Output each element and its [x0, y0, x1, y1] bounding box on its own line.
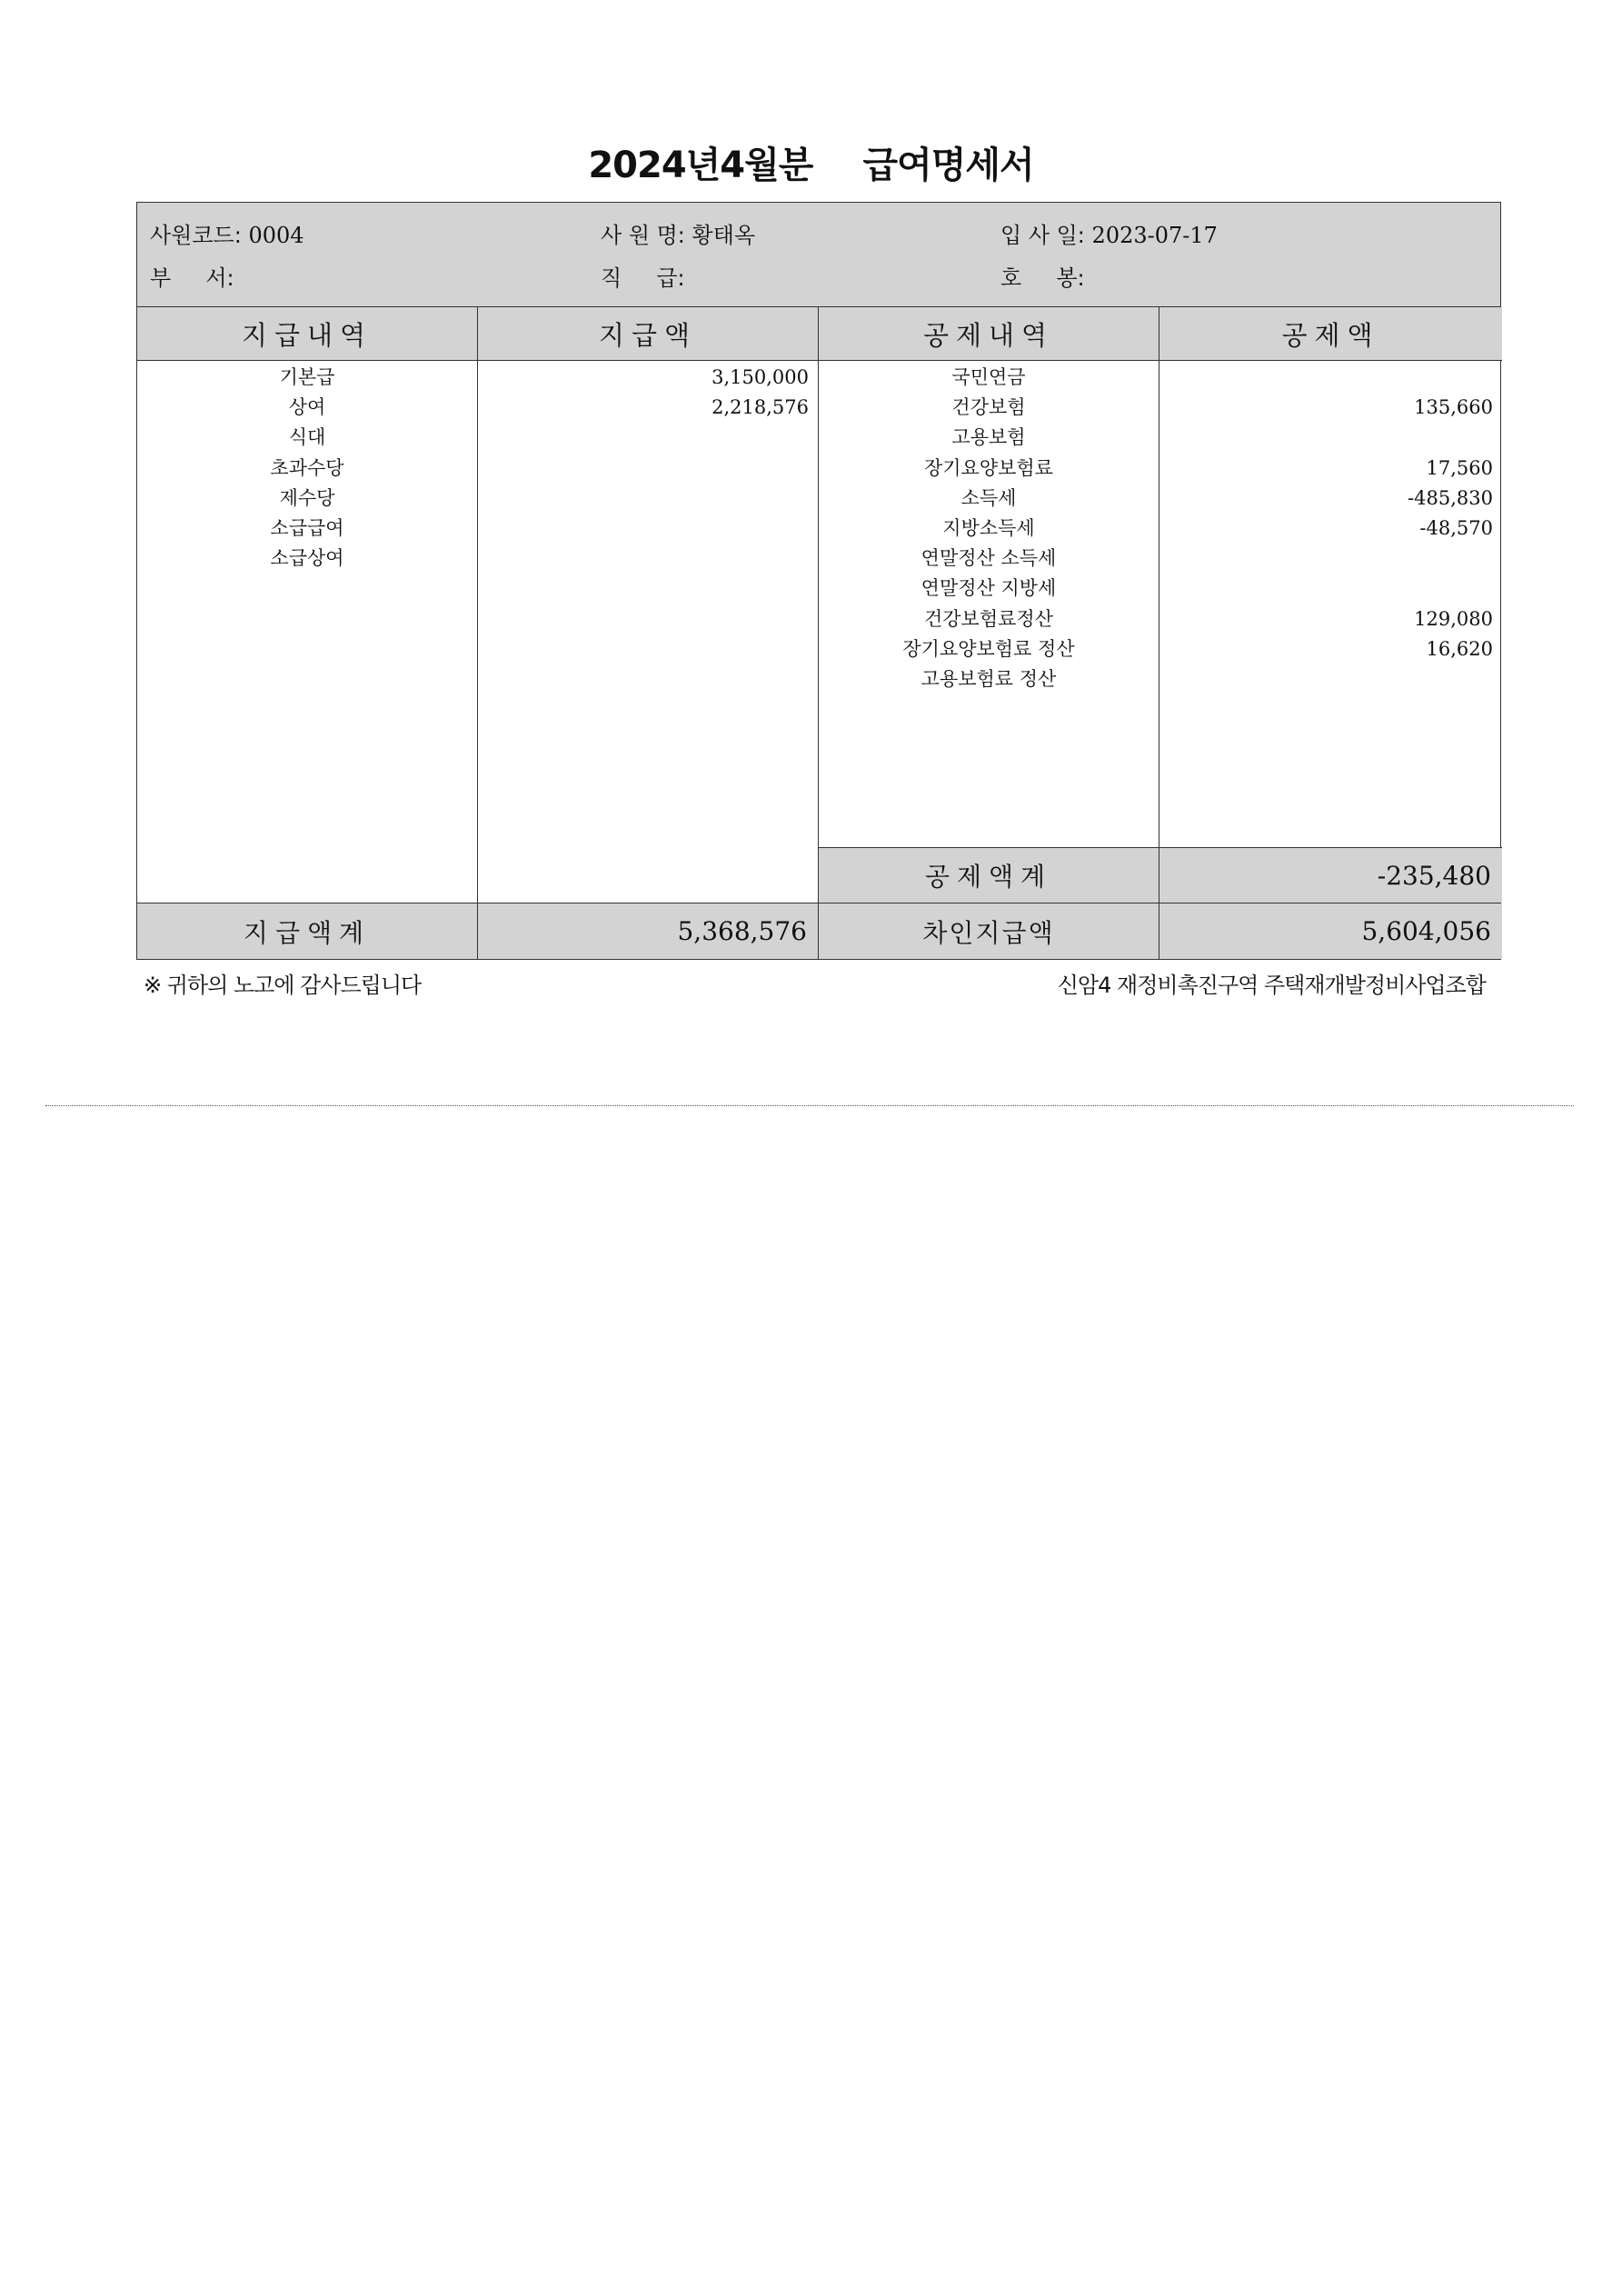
deduction-amount-row: 129,080	[1414, 607, 1493, 630]
deduction-item-row: 장기요양보험료	[923, 456, 1053, 479]
header-pay-amount: 지급액	[478, 307, 819, 361]
pay-item-row: 제수당	[279, 486, 335, 509]
employee-name	[601, 217, 755, 249]
department-label: 부 서:	[150, 265, 234, 291]
deduction-amount-row	[1159, 363, 1502, 393]
grade-label: 호 봉:	[1000, 265, 1085, 291]
employee-name-value: 황태옥	[692, 223, 756, 248]
detail-body	[137, 361, 1500, 903]
cut-line-divider	[45, 1105, 1574, 1106]
join-date	[1000, 217, 1218, 249]
grade	[1000, 260, 1085, 292]
deduction-amount-row: 16,620	[1426, 637, 1493, 660]
document-title	[0, 136, 1622, 191]
pay-total-label: 지급액계	[137, 903, 478, 959]
employee-code	[150, 217, 304, 249]
deduction-item-row: 고용보험료 정산	[920, 667, 1057, 690]
pay-item-row: 초과수당	[270, 456, 344, 479]
deduction-amount-row: -485,830	[1408, 486, 1493, 509]
header-deduction-amount: 공제액	[1159, 307, 1502, 361]
deduction-total-value: -235,480	[1159, 847, 1502, 903]
pay-items-column	[137, 361, 478, 903]
deduction-item-row: 고용보험	[951, 426, 1026, 449]
join-date-value: 2023-07-17	[1091, 223, 1218, 248]
department	[150, 260, 234, 292]
pay-amount-row: 2,218,576	[711, 396, 809, 419]
employee-info-section	[137, 203, 1500, 307]
payslip-table	[136, 202, 1501, 960]
deduction-amount-row: 135,660	[1414, 396, 1493, 419]
position	[601, 260, 685, 292]
deduction-item-row: 건강보험료정산	[923, 607, 1053, 630]
deduction-amount-row: -48,570	[1419, 516, 1493, 539]
header-pay-items: 지급내역	[137, 307, 478, 361]
deduction-items-column	[819, 361, 1159, 903]
deduction-amount-row	[1159, 544, 1502, 574]
deduction-amount-row	[1159, 664, 1502, 694]
deduction-item-row: 연말정산 소득세	[920, 547, 1057, 570]
pay-amount-row	[478, 484, 818, 514]
pay-item-row: 소급급여	[270, 516, 344, 539]
pay-item-row: 상여	[288, 396, 326, 419]
pay-amount-row	[478, 514, 818, 544]
deduction-item-row: 소득세	[960, 486, 1017, 509]
pay-amount-row	[478, 423, 818, 453]
pay-amounts-column	[478, 361, 819, 903]
pay-total-value: 5,368,576	[478, 903, 819, 959]
pay-amount-row	[478, 544, 818, 574]
deduction-amount-row	[1159, 574, 1502, 604]
net-pay-value: 5,604,056	[1159, 903, 1502, 959]
issuer-name: 신암4 재정비촉진구역 주택재개발정비사업조합	[1057, 973, 1486, 998]
pay-item-row: 기본급	[279, 366, 335, 388]
title-name: 급여명세서	[862, 145, 1034, 186]
employee-name-label: 사 원 명:	[601, 223, 685, 248]
thanks-note: ※ 귀하의 노고에 감사드립니다	[144, 973, 422, 998]
header-deduction-items: 공제내역	[819, 307, 1159, 361]
deduction-total-label: 공제액계	[819, 847, 1159, 903]
deduction-item-row: 건강보험	[951, 396, 1026, 419]
deduction-amount-row	[1159, 423, 1502, 453]
pay-amount-row	[478, 454, 818, 484]
column-headers	[137, 307, 1500, 361]
deduction-item-row: 장기요양보험료 정산	[902, 637, 1075, 660]
join-date-label: 입 사 일:	[1000, 223, 1085, 248]
net-pay-label: 차인지급액	[819, 903, 1159, 959]
deduction-amount-row: 17,560	[1426, 456, 1493, 479]
position-label: 직 급:	[601, 265, 685, 291]
totals-row	[137, 903, 1500, 959]
deduction-item-row: 국민연금	[951, 366, 1026, 388]
pay-item-row: 식대	[288, 426, 326, 449]
deduction-item-row: 지방소득세	[942, 516, 1035, 539]
pay-amount-row: 3,150,000	[711, 366, 809, 388]
pay-item-row: 소급상여	[270, 547, 344, 570]
deduction-amounts-column	[1159, 361, 1502, 903]
employee-code-label: 사원코드:	[150, 223, 242, 248]
deduction-item-row: 연말정산 지방세	[920, 577, 1057, 600]
employee-code-value: 0004	[248, 223, 304, 248]
title-period: 2024년4월분	[588, 145, 813, 186]
